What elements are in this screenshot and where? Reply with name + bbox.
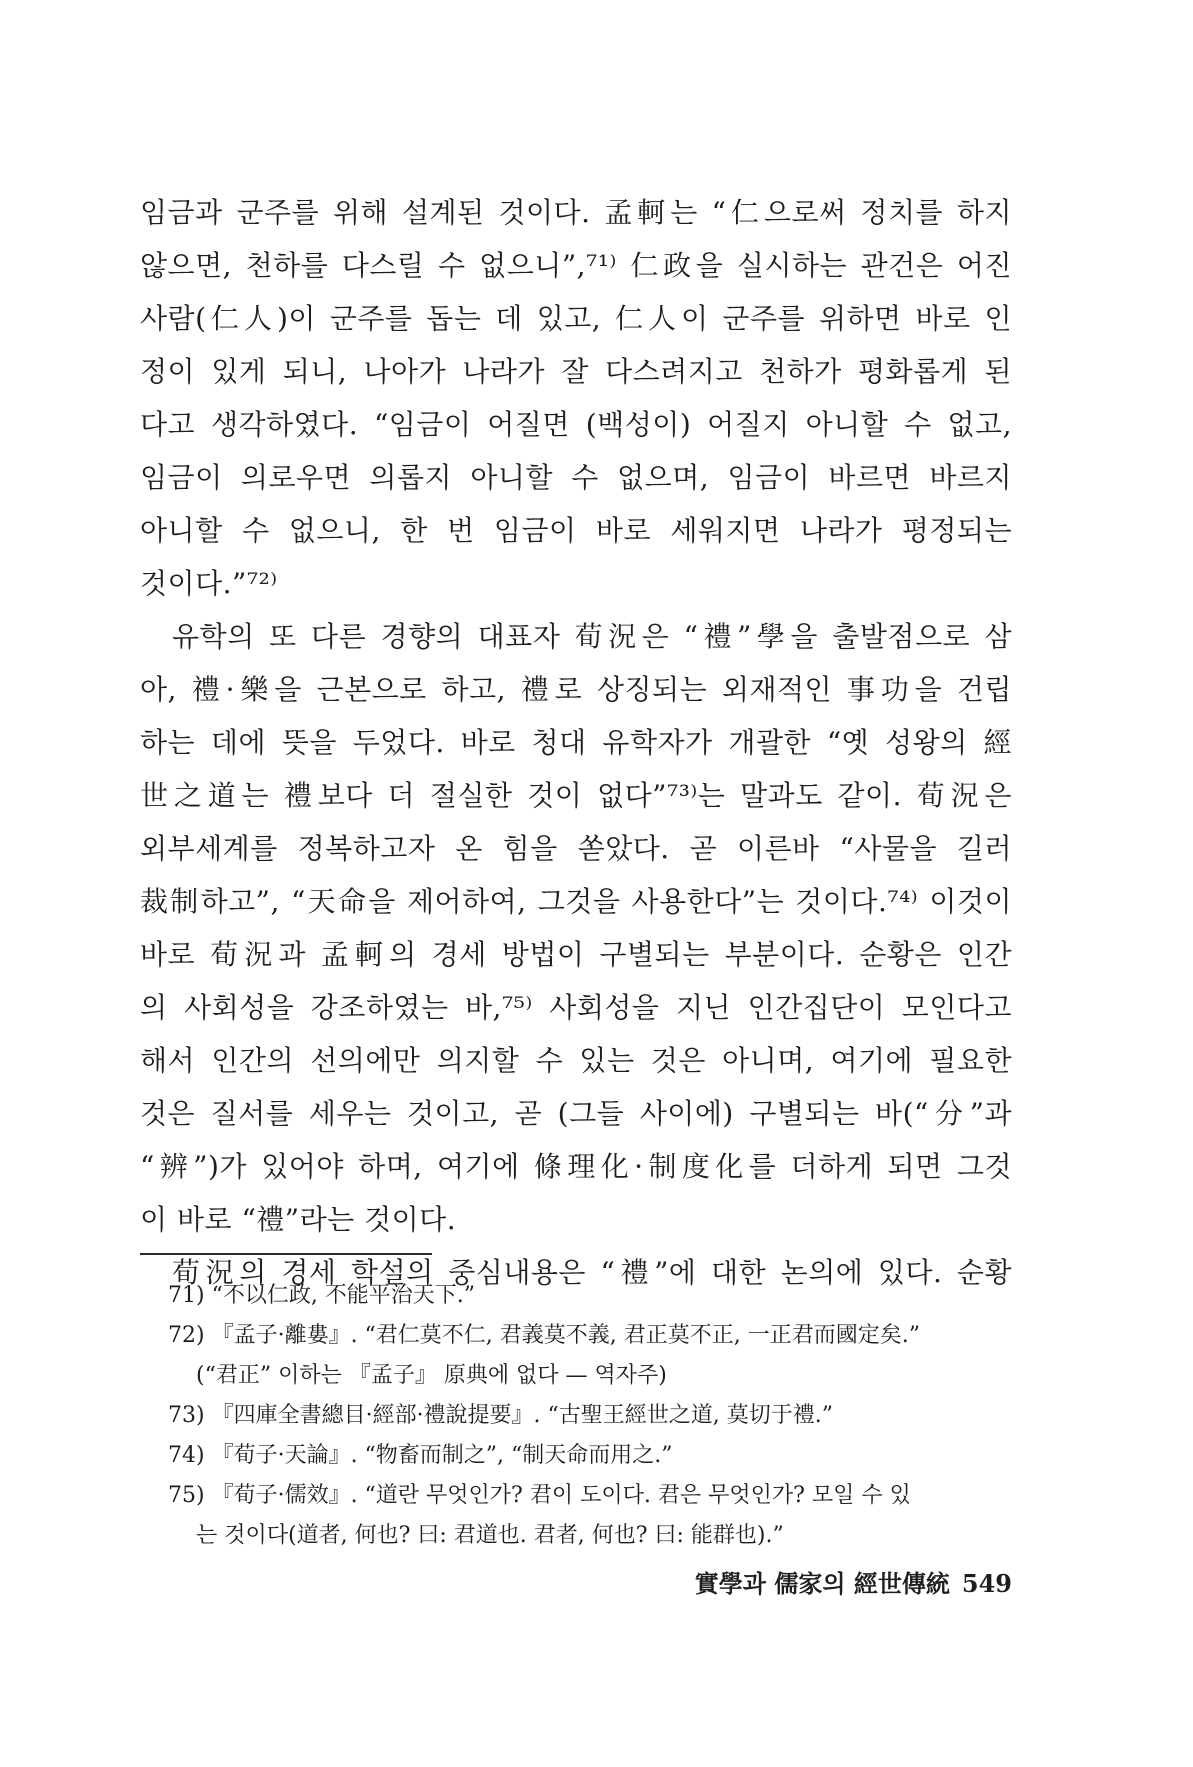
- running-footer: [660, 1564, 1012, 1599]
- text-line-10: 아, 禮·樂을 근본으로 하고, 禮로 상징되는 외재적인 事功을 건립: [140, 673, 1012, 706]
- text-line-2: 않으면, 천하를 다스릴 수 없으니”,⁷¹⁾ 仁政을 실시하는 관건은 어진: [140, 249, 1012, 282]
- text-line-20: 이 바로 “禮”라는 것이다.: [140, 1203, 457, 1236]
- footnotes-block: [168, 1276, 1012, 1556]
- footnote-72: 72) 『孟子·離婁』. “君仁莫不仁, 君義莫不義, 君正莫不正, 一正君而國定矣.”: [168, 1323, 920, 1348]
- text-line-7: 아니할 수 없으니, 한 번 임금이 바로 세워지면 나라가 평정되는: [140, 514, 1012, 547]
- text-line-13: 외부세계를 정복하고자 온 힘을 쏟았다. 곧 이른바 “사물을 길러: [140, 832, 1012, 865]
- text-line-12: 世之道는 禮보다 더 절실한 것이 없다”⁷³⁾는 말과도 같이. 荀況은: [140, 779, 1012, 812]
- text-line-1: 임금과 군주를 위해 설계된 것이다. 孟軻는 “仁으로써 정치를 하지: [140, 196, 1012, 229]
- text-line-16: 의 사회성을 강조하였는 바,⁷⁵⁾ 사회성을 지닌 인간집단이 모인다고: [140, 991, 1012, 1024]
- footnote-separator: [140, 1253, 432, 1255]
- text-line-21: 荀況의 경세 학설의 중심내용은 “禮”에 대한 논의에 있다. 순황: [172, 1256, 1012, 1289]
- text-line-3: 사람(仁人)이 군주를 돕는 데 있고, 仁人이 군주를 위하면 바로 인: [140, 302, 1012, 335]
- text-line-14: 裁制하고”, “天命을 제어하여, 그것을 사용한다”는 것이다.⁷⁴⁾ 이것이: [140, 885, 1012, 918]
- footnote-74: 74) 『荀子·天論』. “物畜而制之”, “制天命而用之.”: [168, 1443, 673, 1468]
- page-number: 549: [961, 1569, 1012, 1598]
- text-line-11: 하는 데에 뜻을 두었다. 바로 청대 유학자가 개괄한 “옛 성왕의 經: [140, 726, 1012, 759]
- running-title: 實學과 儒家의 經世傳統: [694, 1569, 950, 1598]
- text-line-9: 유학의 또 다른 경향의 대표자 荀況은 “禮”學을 출발점으로 삼: [172, 620, 1012, 653]
- text-line-6: 임금이 의로우면 의롭지 아니할 수 없으며, 임금이 바르면 바르지: [140, 461, 1012, 494]
- text-line-4: 정이 있게 되니, 나아가 나라가 잘 다스려지고 천하가 평화롭게 된: [140, 355, 1012, 388]
- text-line-5: 다고 생각하였다. “임금이 어질면 (백성이) 어질지 아니할 수 없고,: [140, 408, 1012, 441]
- text-line-19: “辨”)가 있어야 하며, 여기에 條理化·制度化를 더하게 되면 그것: [140, 1150, 1012, 1183]
- footnote-75: 75) 『荀子·儒效』. “道란 무엇인가? 君이 도이다. 君은 무엇인가? 모일 수 있: [168, 1483, 911, 1508]
- footnote-72-continuation: (“君正” 이하는 『孟子』 原典에 없다 — 역자주): [196, 1363, 667, 1388]
- footnote-73: 73) 『四庫全書總目·經部·禮說提要』. “古聖王經世之道, 莫切于禮.”: [168, 1403, 834, 1428]
- text-line-8: 것이다.”⁷²⁾: [140, 567, 278, 600]
- footnote-71: 71) “不以仁政, 不能平治天下.”: [168, 1283, 476, 1308]
- main-text-block: [140, 186, 1012, 1299]
- text-line-17: 해서 인간의 선의에만 의지할 수 있는 것은 아니며, 여기에 필요한: [140, 1044, 1012, 1077]
- text-line-18: 것은 질서를 세우는 것이고, 곧 (그들 사이에) 구별되는 바(“分”과: [140, 1097, 1012, 1130]
- text-line-15: 바로 荀況과 孟軻의 경세 방법이 구별되는 부분이다. 순황은 인간: [140, 938, 1012, 971]
- footnote-75-continuation: 는 것이다(道者, 何也? 曰: 君道也. 君者, 何也? 曰: 能群也).”: [196, 1523, 784, 1548]
